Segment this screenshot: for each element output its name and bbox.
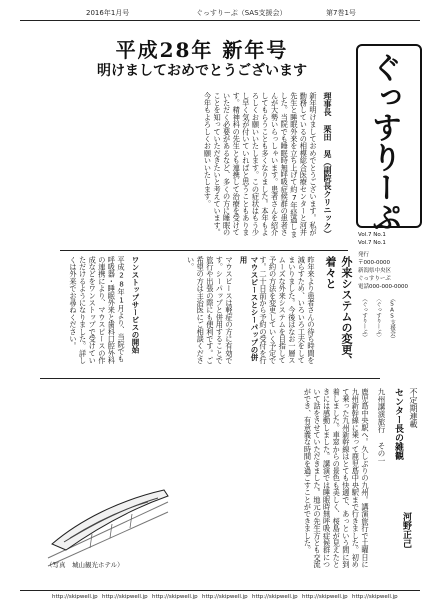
column-subtitle: 九州講演旅行 その一: [377, 388, 386, 465]
logo-vol: Vol.7 No.1: [358, 232, 386, 238]
footer-link-2[interactable]: http://skipwell.jp: [102, 594, 148, 600]
system-body: 昨年来より患者さんの待ち時間を減らすため、いろいろ工夫をしてまいりました。今後はなお一層スムーズな外来システムを目指して予約の方法を変更していく予定です。二十日前から予約の受付を行: [259, 256, 316, 364]
logo-nums: Vol.7 No.1: [358, 240, 386, 246]
footer-link-3[interactable]: http://skipwell.jp: [152, 594, 198, 600]
wonstop-heading: ワンストップサービスの開始: [131, 256, 140, 354]
footer-link-6[interactable]: http://skipwell.jp: [302, 594, 348, 600]
issue-date: 2016年1月号: [86, 9, 130, 17]
logo-sub3: （SAS支援会）: [389, 296, 395, 342]
issue-number: 第7巻1号: [326, 9, 356, 17]
logo-issued: 発行: [358, 252, 370, 258]
sub-title: 明けましておめでとうございます: [97, 63, 307, 79]
divider-upper: [60, 250, 348, 251]
logo-tel: 電話000-000-0000: [358, 284, 408, 290]
wonstop-body: 平成28年1月より、当院でも呼吸器・睡眠外来と歯科口腔外科の連携により、マウスピースの作成などをワンストップで受けていただけるようになりました。詳しくは外来でお尋ねください。: [69, 256, 126, 364]
greeting-heading: 理事長 栗田 晃（副院長クリニック）: [323, 92, 332, 238]
column-author: 河野正己: [401, 512, 411, 548]
logo-title: ぐっすりーぷ: [366, 52, 401, 232]
photo-caption: （写真 城山観光ホテル）: [46, 561, 124, 569]
column-tag: 不定期連載: [409, 388, 418, 428]
mouthpiece-heading: マウスピースとシーパップの併用: [239, 256, 259, 361]
logo-postal: 〒000-0000: [358, 260, 390, 266]
footer-link-5[interactable]: http://skipwell.jp: [252, 594, 298, 600]
footer-link-4[interactable]: http://skipwell.jp: [202, 594, 248, 600]
newsletter-header-title: ぐっすりーぷ（SAS支援会）: [196, 9, 287, 17]
footer-link-1[interactable]: http://skipwell.jp: [52, 594, 98, 600]
divider-middle: [40, 378, 380, 379]
column-title: センター長の雑観: [393, 388, 403, 460]
footer-rule: [20, 590, 420, 591]
column-body: 鹿児島中央駅へ。久しぶりの九州。講演旅行で土曜日に九州新幹線に乗って鹿児島中央駅まで行きました。初めて乗った九州新幹線はとても快適で、あっという間に到着しました。車窓からの景色も美しく、桜島が見えたときには感動しました。講演では睡眠時無呼吸症候群について話をさせていただきました。地元の先生方とも交流ができ、有意義な時間を過ごすことができました。: [303, 388, 370, 568]
logo-addr1: 新潟県中央区: [358, 268, 392, 274]
logo-sub1: （ぐっすりーぷ）: [361, 296, 367, 340]
greeting-body: 新年明けましておめでとうございます。私が勤務しているの相模総合医療センターと河井先生と睡眠外来を立ち上げて約7年経過しました。当院でも睡眠時無呼吸症候群の患者さんが大勢いらっしゃいます。患者さんを紹介してもらうことも多くなりました。本年もよろしくお願いいたします。この症状はもう少し早く気が付いていればと思うこともあります。精神科の先生とも連携して治療を受けていただく必要があるなど、多くの方に睡眠のことを知っていただきたいと考えています。今年もよろしくお願いいたします。: [203, 92, 318, 238]
header-rule: [20, 20, 420, 21]
system-heading: 外来システムの変更、着々と: [324, 256, 353, 366]
logo-addr2: ぐっすりーぷ: [358, 276, 391, 282]
logo-sub2: 〈ぐっすりーぷ〉: [375, 296, 381, 340]
mouthpiece-body: マウスピースは軽症の方に有効です。シーパップと併用することで旅行や出張の際にも便利です。ご希望の方は主治医にご相談ください。: [186, 256, 234, 364]
main-title: 平成28年 新年号: [115, 38, 289, 62]
footer-link-7[interactable]: http://skipwell.jp: [352, 594, 398, 600]
